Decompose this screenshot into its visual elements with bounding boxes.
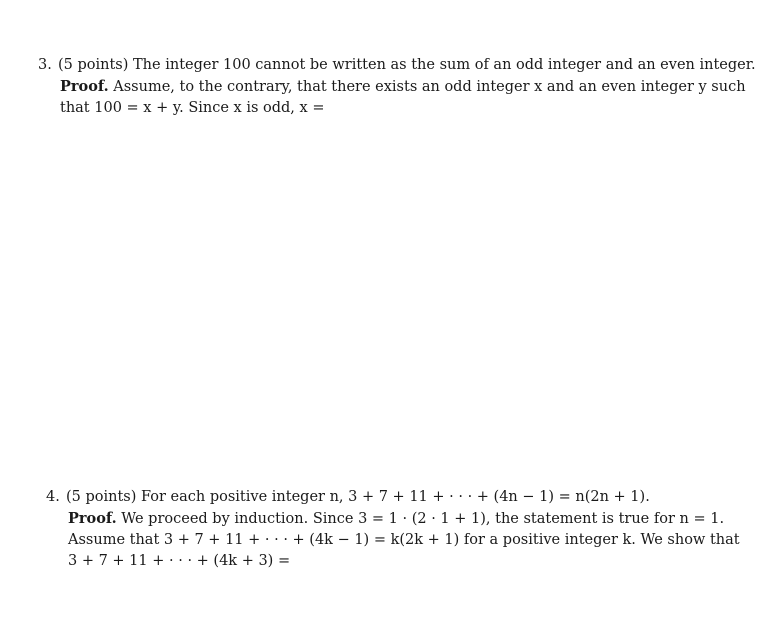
problem-3 [38, 55, 756, 119]
problem-3-statement: (5 points) The integer 100 cannot be written as the sum of an odd integer and an even integer. [58, 57, 756, 73]
problem-3-statement-line [38, 55, 756, 76]
problem-4-proof [46, 508, 746, 572]
problem-4-proof-line-2: Assume that 3 + 7 + 11 + · · · + (4k − 1) = k(2k + 1) for a positive integer k. We show that [68, 532, 740, 548]
problem-3-proof [38, 76, 746, 119]
proof-label: Proof. [60, 78, 109, 95]
proof-text: Assume, to the contrary, that there exists an odd integer x and an even integer y such [113, 79, 746, 95]
problem-4-statement-line [46, 487, 746, 508]
problem-3-proof-line-2: that 100 = x + y. Since x is odd, x = [60, 100, 325, 116]
problem-4-number: 4. [46, 489, 60, 505]
problem-4 [46, 487, 746, 572]
problem-4-proof-line-1 [68, 508, 746, 530]
problem-3-number: 3. [38, 57, 52, 73]
proof-label: Proof. [68, 510, 117, 527]
problem-3-proof-line-1 [60, 76, 746, 98]
problem-4-statement: (5 points) For each positive integer n, 3 + 7 + 11 + · · · + (4n − 1) = n(2n + 1). [66, 489, 650, 505]
proof-text: We proceed by induction. Since 3 = 1 · (2 · 1 + 1), the statement is true for n = 1. [121, 511, 725, 527]
problem-4-proof-line-3: 3 + 7 + 11 + · · · + (4k + 3) = [68, 553, 291, 569]
